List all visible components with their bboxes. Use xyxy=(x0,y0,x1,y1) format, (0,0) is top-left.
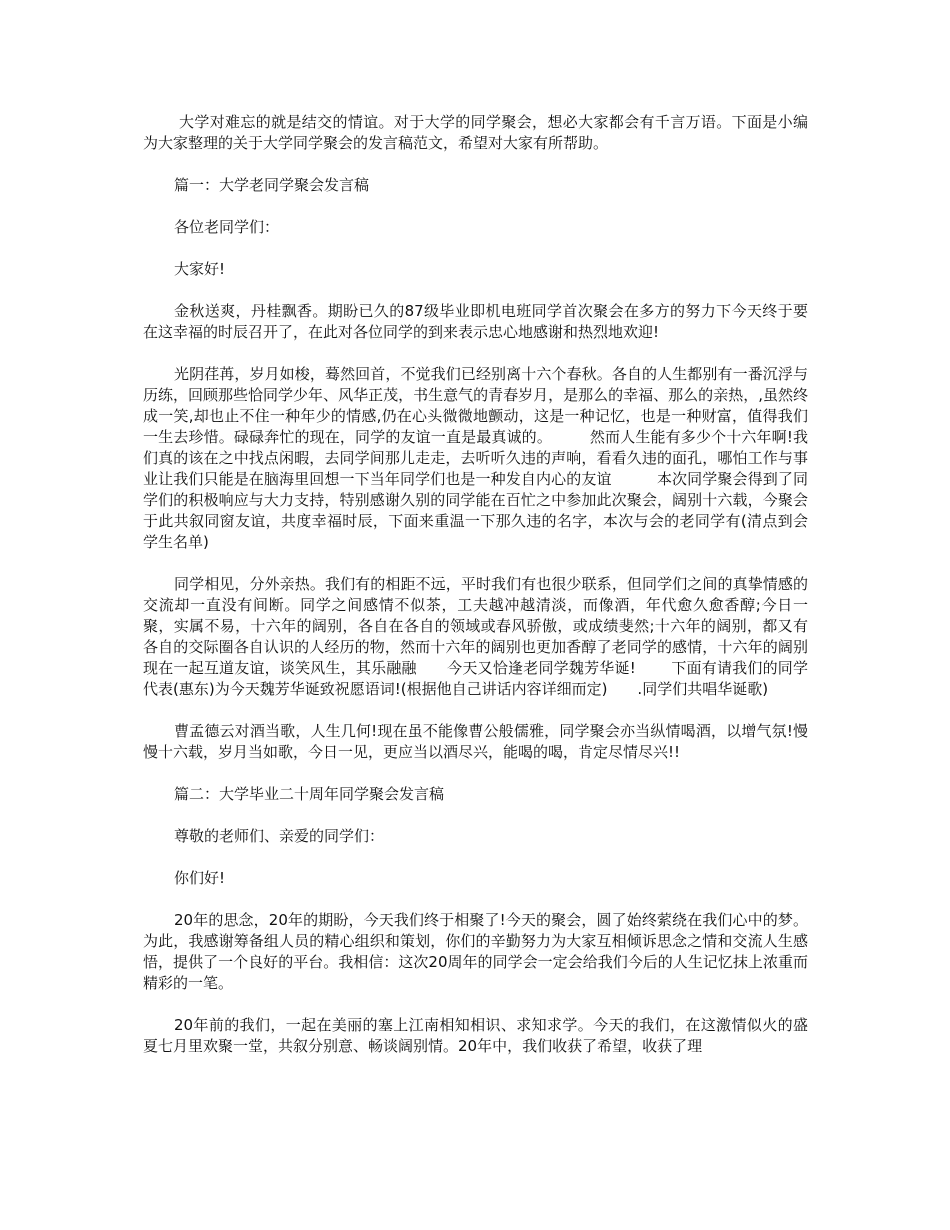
body-paragraph: 20年的思念，20年的期盼，今天我们终于相聚了!今天的聚会，圆了始终萦绕在我们心中的梦。为此，我感谢筹备组人员的精心组织和策划，你们的辛勤努力为大家互相倾诉思念之情和交流人生感悟，提供了一个良好的平台。我相信：这次20周年的同学会一定会给我们今后的人生记忆抹上浓重而精彩的一笔。 xyxy=(143,911,808,992)
section-heading-1: 篇一：大学老同学聚会发言稿 xyxy=(174,176,370,194)
document-body xyxy=(143,112,808,1078)
salutation: 尊敬的老师们、亲爱的同学们： xyxy=(174,827,385,845)
salutation: 各位老同学们： xyxy=(174,218,280,236)
greeting: 大家好! xyxy=(174,260,226,278)
body-paragraph: 20年前的我们，一起在美丽的塞上江南相知相识、求知求学。今天的我们，在这激情似火的盛夏七月里欢聚一堂，共叙分别意、畅谈阔别情。20年中，我们收获了希望，收获了理 xyxy=(143,1016,808,1055)
greeting: 你们好! xyxy=(174,869,226,887)
intro-paragraph: 大学对难忘的就是结交的情谊。对于大学的同学聚会，想必大家都会有千言万语。下面是小编为大家整理的关于大学同学聚会的发言稿范文，希望对大家有所帮助。 xyxy=(143,113,808,152)
body-paragraph: 金秋送爽，丹桂飘香。期盼已久的87级毕业即机电班同学首次聚会在多方的努力下今天终于要在这幸福的时辰召开了，在此对各位同学的到来表示忠心地感谢和热烈地欢迎! xyxy=(143,302,808,341)
body-paragraph: 曹孟德云对酒当歌，人生几何!现在虽不能像曹公般儒雅，同学聚会亦当纵情喝酒，以增气氛!慢慢十六载，岁月当如歌，今日一见，更应当以酒尽兴，能喝的喝，肯定尽情尽兴!! xyxy=(143,722,808,761)
body-paragraph: 同学相见，分外亲热。我们有的相距不远，平时我们有也很少联系，但同学们之间的真挚情感的交流却一直没有间断。同学之间感情不似茶，工夫越冲越清淡，而像酒，年代愈久愈香醇;今日一聚，实属不易，十六年的阔别，各自在各自的领域或春风骄傲，或成绩斐然;十六年的阔别，都又有各自的交际圈各自认识的人经历的物，然而十六年的阔别也更加香醇了老同学的感情，十六年的阔别现在一起互道友谊，谈笑风生，其乐融融 今天又恰逢老同学魏芳华诞! 下面有请我们的同学代表(惠东)为今天魏芳华诞致祝愿语词!(根据他自己讲话内容详细而定) .同学们共唱华诞歌) xyxy=(143,575,808,698)
body-paragraph: 光阴荏苒，岁月如梭，蓦然回首，不觉我们已经别离十六个春秋。各自的人生都别有一番沉浮与历练，回顾那些恰同学少年、风华正茂，书生意气的青春岁月，是那么的幸福、那么的亲热，,虽然终成一笑,却也止不住一种年少的情感,仍在心头微微地颤动，这是一种记忆，也是一种财富，值得我们一生去珍惜。碌碌奔忙的现在，同学的友谊一直是最真诚的。 然而人生能有多少个十六年啊!我们真的该在之中找点闲暇，去同学间那儿走走，去听听久违的声响，看看久违的面孔，哪怕工作与事业让我们只能是在脑海里回想一下当年同学们也是一种发自内心的友谊 本次同学聚会得到了同学们的积极响应与大力支持，特别感谢久别的同学能在百忙之中参加此次聚会，阔别十六载，今聚会于此共叙同窗友谊，共度幸福时辰，下面来重温一下那久违的名字，本次与会的老同学有(清点到会学生名单) xyxy=(143,365,808,551)
section-heading-2: 篇二：大学毕业二十周年同学聚会发言稿 xyxy=(174,785,445,803)
